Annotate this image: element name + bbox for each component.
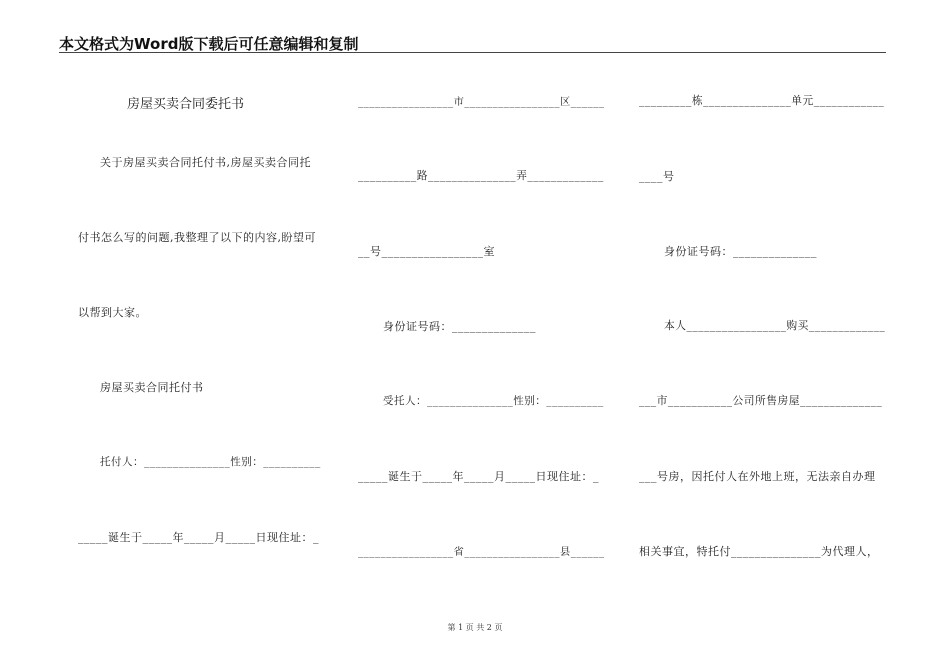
col2-line-5: 受托人：_______________性别：__________ (383, 395, 604, 407)
col3-line-4: 本人_________________购买_____________ (664, 319, 886, 332)
col1-line-4: 房屋买卖合同托付书 (100, 381, 204, 394)
col3-line-7: 相关事宜，特托付_______________为代理人， (639, 545, 879, 558)
col3-line-5: ___市___________公司所售房屋______________ (639, 394, 883, 407)
col3-line-3: 身份证号码：______________ (664, 245, 817, 258)
col3-line-6: ___号房，因托付人在外地上班，无法亲自办理 (639, 470, 876, 483)
col2-line-2: __________路_______________弄_____________ (358, 169, 604, 182)
col3-line-1: _________栋_______________单元____________ (639, 94, 885, 107)
col2-line-6: _____诞生于_____年_____月_____日现住址：_ (358, 470, 599, 483)
col1-line-6: _____诞生于_____年_____月_____日现住址：_ (78, 531, 319, 544)
document-header: 本文格式为Word版下载后可任意编辑和复制 (59, 35, 359, 53)
col1-line-5: 托付人：_______________性别：__________ (100, 456, 321, 468)
col2-line-3: __号_________________室 (358, 245, 495, 258)
header-divider (59, 52, 886, 53)
col3-line-2: ____号 (639, 170, 675, 183)
col2-line-1: _________________市_________________区______ (358, 96, 605, 108)
col1-line-2: 付书怎么写的问题,我整理了以下的内容,盼望可 (78, 231, 316, 244)
col2-line-4: 身份证号码：______________ (383, 320, 536, 333)
col2-line-7: _________________省_________________县______ (358, 546, 605, 558)
col1-line-1: 关于房屋买卖合同托付书,房屋买卖合同托 (100, 156, 311, 169)
document-title: 房屋买卖合同委托书 (127, 97, 245, 112)
page-number: 第 1 页 共 2 页 (447, 623, 503, 632)
col1-line-3: 以帮到大家。 (78, 306, 147, 319)
